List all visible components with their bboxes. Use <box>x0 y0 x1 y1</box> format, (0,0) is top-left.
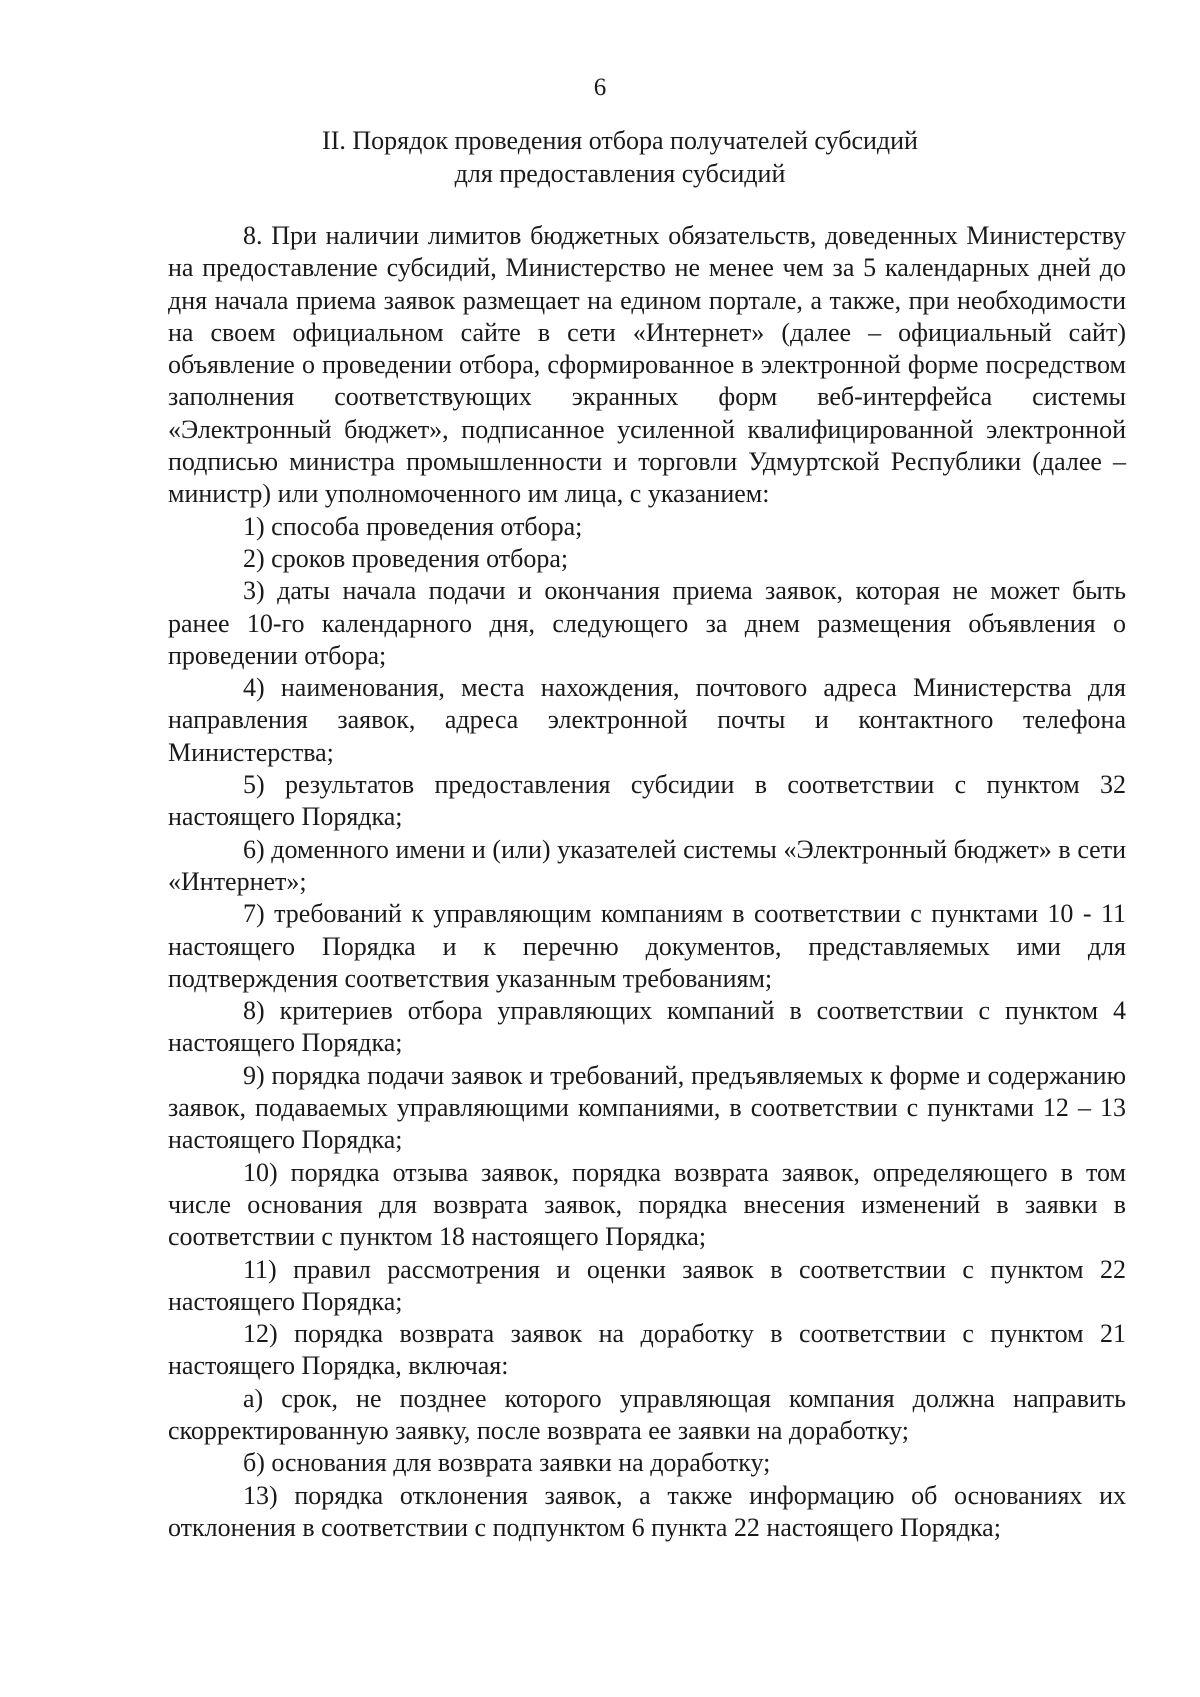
list-item-1: 1) способа проведения отбора; <box>243 511 583 541</box>
section-heading-line-1: II. Порядок проведения отбора получателей субсидий <box>322 126 918 155</box>
section-heading-line-2: для предоставления субсидий <box>454 159 786 188</box>
list-item-10: 10) порядка отзыва заявок, порядка возврата заявок, определяющего в том числе основания для возврата заявок, порядка внесения изменений в заявки в соответствии с пунктом 18 настоящего Порядка; <box>168 1157 1126 1252</box>
list-item-11: 11) правил рассмотрения и оценки заявок в соответствии с пунктом 22 настоящего Порядка; <box>168 1254 1126 1316</box>
list-item-5: 5) результатов предоставления субсидии в соответствии с пунктом 32 настоящего Порядка; <box>168 770 1126 832</box>
list-item-3: 3) даты начала подачи и окончания приема заявок, которая не может быть ранее 10-го календарного дня, следующего за днем размещения объявления о проведении отбора; <box>168 576 1126 670</box>
section-heading <box>160 124 1080 190</box>
list-item-12-a: а) срок, не позднее которого управляющая компания должна направить скорректированную заявку, после возврата ее заявки на доработку; <box>168 1383 1126 1445</box>
list-item-12: 12) порядка возврата заявок на доработку в соответствии с пунктом 21 настоящего Порядка, включая: <box>168 1319 1126 1381</box>
list-item-6: 6) доменного имени и (или) указателей системы «Электронный бюджет» в сети «Интернет»; <box>168 834 1126 896</box>
list-item-9: 9) порядка подачи заявок и требований, предъявляемых к форме и содержанию заявок, подаваемых управляющими компаниями, в соответствии с пунктами 12 – 13 настоящего Порядка; <box>168 1060 1126 1155</box>
list-item-2: 2) сроков проведения отбора; <box>243 543 569 573</box>
list-item-8: 8) критериев отбора управляющих компаний в соответствии с пунктом 4 настоящего Порядка; <box>168 996 1126 1058</box>
paragraph-8: 8. При наличии лимитов бюджетных обязательств, доведенных Министерству на предоставление субсидий, Министерство не менее чем за 5 календарных дней до дня начала приема заявок размещает на едином портале, а также, при необходимости на своем официальном сайте в сети «Интернет» (далее – официальный сайт) объявление о проведении отбора, сформированное в электронной форме посредством заполнения соответствующих экранных форм веб-интерфейса системы «Электронный бюджет», подписанное усиленной квалифицированной электронной подписью министра промышленности и торговли Удмуртской Республики (далее – министр) или уполномоченного им лица, с указанием: <box>168 221 1126 509</box>
list-item-12-b: б) основания для возврата заявки на доработку; <box>243 1448 771 1478</box>
list-item-13: 13) порядка отклонения заявок, а также информацию об основаниях их отклонения в соответствии с подпунктом 6 пункта 22 настоящего Порядка; <box>168 1480 1126 1542</box>
document-body <box>168 220 1126 1544</box>
page-number: 6 <box>593 74 607 101</box>
list-item-4: 4) наименования, места нахождения, почтового адреса Министерства для направления заявок, адреса электронной почты и контактного телефона Министерства; <box>168 673 1126 767</box>
list-item-7: 7) требований к управляющим компаниям в соответствии с пунктами 10 - 11 настоящего Порядка и к перечню документов, представляемых ими для подтверждения соответствия указанным требованиям; <box>168 899 1126 993</box>
